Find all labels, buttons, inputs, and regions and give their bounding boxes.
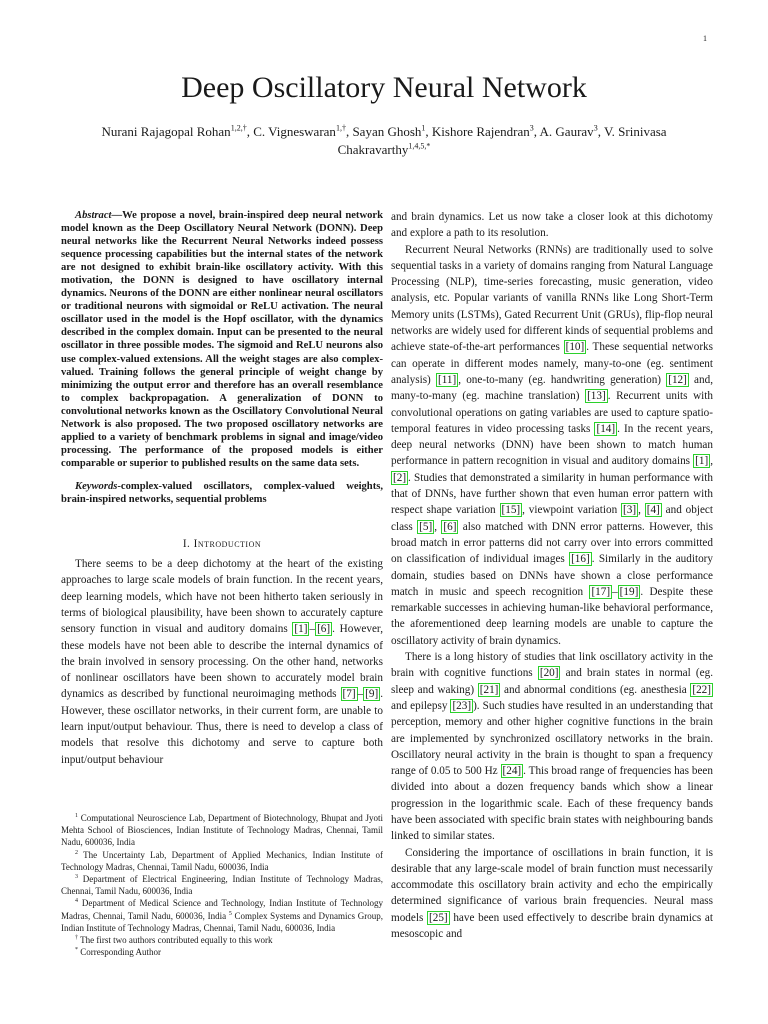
footnote (61, 934, 383, 946)
body-text: . Similarly in the auditory domain, studies based on DNNs have shown a close performance match in music and speech recognition (391, 553, 713, 598)
intro-paragraph (61, 556, 383, 768)
body-paragraph (391, 649, 713, 845)
citation-link[interactable]: [12] (668, 373, 687, 386)
citation-link[interactable]: [15] (501, 504, 521, 517)
body-text: ). Such studies have resulted in an understanding that perception, memory and other higher cognitive functions in the brain are implemented by synchronized oscillatory networks in the brain. Oscillatory neural activity in the brain is thought to span a frequency range of 0.05 to 500 Hz (391, 699, 713, 778)
section-heading (61, 538, 383, 550)
section-numeral: I. (182, 538, 191, 551)
footnote-mark: 2 (75, 849, 78, 856)
body-text: . However, these oscillator networks, in their current form, are unable to learn input/output behaviour. Thus, there is need to develop a class of models that resolve this dichotomy and serve to capture both input/output behaviour (61, 688, 383, 766)
author-affiliation: 1 (421, 123, 426, 133)
footnote (61, 849, 383, 873)
body-text: – (309, 623, 316, 636)
footnote-text: Department of Electrical Engineering, Indian Institute of Technology Madras, Chennai, Tamil Nadu, 600036, India (61, 874, 383, 897)
body-text: and brain dynamics. Let us now take a closer look at this dichotomy and explore a path to its resolution. (391, 211, 713, 240)
page-number: 1 (703, 34, 707, 43)
right-column (391, 209, 713, 942)
body-text: Recurrent Neural Networks (RNNs) are traditionally used to solve sequential tasks in a variety of domains ranging from Natural Language Processing (NLP), time-series forecasting, music generation, video analysis, etc. Popular variants of vanilla RNNs like Long Short-Term Memory units (LSTMs), Gated Recurrent Unit (GRUs), flip-flop neural networks are widely used for different kinds of sequential problems and achieve state-of-the-art performances (391, 243, 713, 354)
section-title: Introduction (193, 538, 262, 551)
body-text: . Studies that demonstrated a similarity in human performance with that of DNNs, have further shown that even human error pattern with respect shape variation (391, 471, 713, 517)
body-text: Considering the importance of oscillations in brain function, it is desirable that any large-scale model of brain function must necessarily accommodate this oscillatory brain activity and echo the empirically determined significance of various brain frequencies. Neural mass models (391, 846, 713, 924)
body-text: . In the recent years, deep neural networks (DNN) have been shown to match human performance in pattern recognition in visual and auditory domains (391, 422, 713, 468)
citation-link[interactable]: [5] (419, 520, 433, 533)
footnote-text: Computational Neuroscience Lab, Department of Biotechnology, Bhupat and Jyoti Mehta School of Biosciences, Indian Institute of Technology Madras, Chennai, Tamil Nadu, 600036, India (61, 813, 383, 848)
citation-link[interactable]: [16] (571, 553, 590, 566)
citation-link[interactable]: [6] (317, 623, 331, 636)
body-text: and object class (391, 504, 713, 533)
footnote-mark: 5 (228, 910, 232, 917)
citation-link[interactable]: [2] (393, 471, 407, 484)
author-name: , A. Gaurav (533, 124, 594, 139)
author-affiliation: 1,† (335, 123, 346, 133)
citation-link[interactable]: [23] (452, 699, 472, 712)
footnote-text: Complex Systems and Dynamics Group, Indian Institute of Technology Madras, Chennai, Tamil Nadu, 600036, India (61, 910, 383, 933)
footnote-mark: 4 (75, 898, 78, 905)
body-text: – (612, 585, 618, 598)
author-name: , V. Srinivasa Chakravarthy (337, 124, 667, 157)
body-paragraph (391, 242, 713, 649)
citation-link[interactable]: [21] (479, 683, 499, 696)
author-name: , C. Vigneswaran (246, 124, 336, 139)
author-affiliation: 3 (529, 123, 534, 133)
left-column (61, 209, 383, 768)
citation-link[interactable]: [20] (539, 667, 559, 680)
author-name: , Sayan Ghosh (345, 124, 422, 139)
citation-link[interactable]: [3] (623, 504, 637, 517)
footnote-text: The first two authors contributed equally to this work (78, 935, 273, 946)
keywords-lead: Keywords (75, 480, 118, 492)
body-text: There seems to be a deep dichotomy at the heart of the existing approaches to large scale models of brain function. In the recent years, deep learning models, which have not been hitherto taken seriously in terms of biological plausibility, have been shown to accurately capture sensory function in visual and auditory domains (61, 558, 383, 636)
body-text: . These sequential networks can operate in different modes namely, many-to-one (eg. sentiment analysis) (391, 341, 713, 386)
citation-link[interactable]: [1] (695, 455, 709, 468)
author-name: Nurani Rajagopal Rohan (101, 124, 231, 139)
author-name: , Kishore Rajendran (425, 124, 530, 139)
body-text: . This broad range of frequencies has been divided into about a dozen frequency bands which show a linear progression in the logarithmic scale. Each of these frequency bands have been associated with specific brain states with neighbouring bands linked to similar states. (391, 765, 713, 843)
footnote-text: Corresponding Author (78, 947, 161, 958)
abstract (61, 209, 383, 470)
footnote-text: The Uncertainty Lab, Department of Applied Mechanics, Indian Institute of Technology Madras, Chennai, Tamil Nadu, 600036, India (61, 849, 383, 872)
body-text: , (638, 504, 645, 517)
citation-link[interactable]: [25] (429, 911, 448, 924)
footnote (61, 897, 383, 934)
abstract-text: —We propose a novel, brain-inspired deep neural network model known as the Deep Oscillatory Neural Network (DONN). Deep neural networks like the Recurrent Neural Networks indeed possess sequence processing capabilities but the internal states of the network are not designed to exhibit brain-like oscillatory activity. With this motivation, the DONN is designed to have oscillatory internal dynamics. Neurons of the DONN are either nonlinear neural oscillators or traditional neurons with sigmoidal or ReLU activation. The neural oscillator used in the model is the Hopf oscillator, with the dynamics described in the complex domain. Input can be presented to the neural oscillator in three possible modes. The sigmoid and ReLU neurons also use complex-valued extensions. All the weight stages are also complex-valued. Training follows the general principle of weight change by minimizing the output error and therefore has an overall resemblance to complex backpropagation. A generalization of DONN to convolutional networks known as the Oscillatory Convolutional Neural Network is also proposed. The two proposed oscillatory networks are applied to a variety of benchmark problems in signal and image/video processing. The performance of the proposed models is either comparable or superior to published results on the same data sets. (61, 210, 383, 469)
body-text: , (434, 520, 442, 533)
body-text: – (357, 688, 364, 701)
citation-link[interactable]: [1] (294, 623, 308, 636)
keywords-text: -complex-valued oscillators, complex-valued weights, brain-inspired networks, sequential problems (61, 480, 383, 505)
citation-link[interactable]: [9] (365, 688, 379, 701)
citation-link[interactable]: [6] (443, 520, 457, 533)
footnote-mark: 1 (75, 813, 78, 819)
body-text: and, many-to-many (eg. machine translation) (391, 373, 714, 403)
keywords (61, 480, 383, 506)
author-affiliation: 3 (593, 123, 598, 133)
body-text: . Despite these remarkable successes in achieving human-like behavioral performance, the aforementioned deep learning models are unable to capture the oscillatory activity of brain dynamics. (391, 585, 713, 647)
footnote (61, 812, 383, 849)
footnote-mark: 3 (75, 874, 78, 881)
body-text: and abnormal conditions (eg. anesthesia (500, 683, 691, 696)
citation-link[interactable]: [13] (587, 390, 606, 403)
footnote-mark: * (75, 947, 78, 954)
footnote-text: Department of Medical Science and Technology, Indian Institute of Technology Madras, Chennai, Tamil Nadu, 600036, India (61, 898, 383, 921)
body-text: have been used effectively to describe brain dynamics at mesoscopic and (391, 911, 713, 941)
body-text: and epilepsy (391, 699, 451, 712)
abstract-lead: Abstract (75, 210, 112, 221)
author-list (60, 123, 708, 159)
author-affiliation: 1,4,5,* (408, 141, 431, 151)
citation-link[interactable]: [14] (596, 422, 616, 435)
body-text: , viewpoint variation (522, 504, 622, 517)
citation-link[interactable]: [17] (591, 585, 611, 598)
body-paragraph (391, 209, 713, 242)
citation-link[interactable]: [24] (502, 765, 522, 778)
body-text: There is a long history of studies that link oscillatory activity in the brain with cognitive functions (391, 651, 713, 680)
footnote-mark: † (75, 935, 78, 942)
footnotes (61, 812, 383, 958)
body-text: , (710, 455, 713, 468)
citation-link[interactable]: [4] (646, 504, 660, 517)
citation-link[interactable]: [11] (437, 373, 457, 386)
citation-link[interactable]: [7] (342, 688, 356, 701)
citation-link[interactable]: [10] (565, 341, 585, 354)
body-paragraph (391, 845, 713, 943)
author-affiliation: 1,2,† (230, 123, 247, 133)
footnote (61, 946, 383, 958)
paper-title: Deep Oscillatory Neural Network (181, 71, 587, 104)
body-text: and brain states in normal (eg. sleep and waking) (391, 667, 713, 696)
footnote (61, 873, 383, 897)
body-text: . Recurrent units with convolutional operations on gating variables are used to capture spatio-temporal features in video processing tasks (391, 390, 713, 435)
body-text: also matched with DNN error patterns. However, this broad match in error patterns did not carry over into errors committed on classification of individual images (391, 520, 714, 566)
body-text: , one-to-many (eg. handwriting generation) (458, 373, 667, 386)
citation-link[interactable]: [19] (619, 585, 639, 598)
citation-link[interactable]: [22] (692, 683, 711, 696)
body-text: . However, these models have not been able to describe the internal dynamics of the brain involved in sensory processing. On the other hand, networks of nonlinear oscillators have been shown to accurately model brain dynamics as described by functional neuroimaging methods (61, 623, 383, 701)
